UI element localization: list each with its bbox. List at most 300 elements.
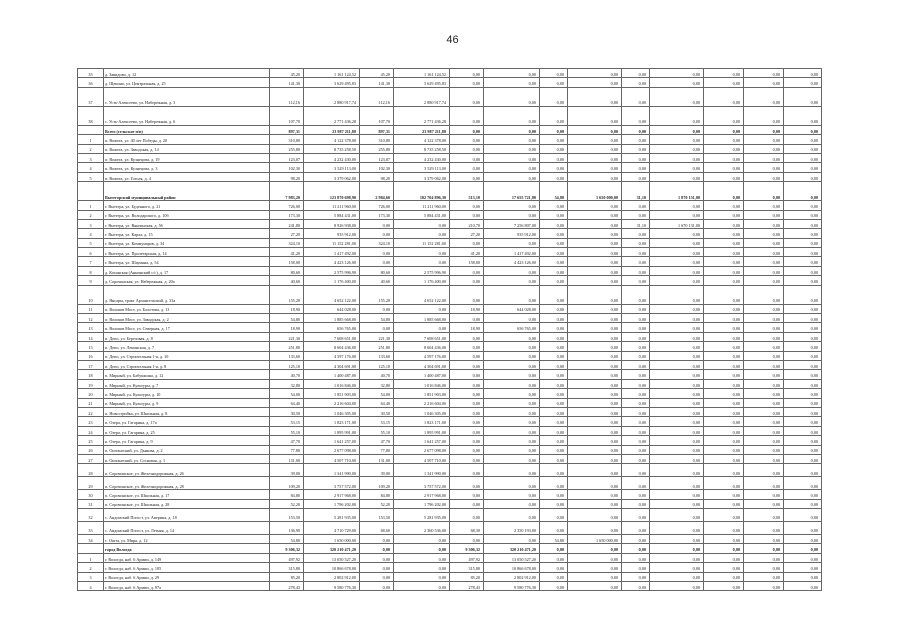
- table-row: [78, 210, 822, 219]
- value-cell: 123,07: [360, 153, 394, 162]
- value-cell: 0,00: [540, 276, 568, 285]
- table-row: [78, 106, 822, 125]
- value-cell: 3 379 062,00: [304, 172, 360, 181]
- value-cell: 0,00: [784, 314, 822, 323]
- value-cell: 0,00: [360, 582, 394, 591]
- value-cell: 131,00: [360, 454, 394, 463]
- value-cell: 0,00: [784, 544, 822, 553]
- value-cell: 0,00: [650, 417, 704, 426]
- row-number: 15: [78, 342, 104, 351]
- value-cell: 11 152 281,00: [394, 238, 450, 247]
- value-cell: 0,00: [450, 360, 484, 369]
- value-cell: 0,00: [704, 125, 744, 134]
- value-cell: 0,00: [650, 379, 704, 388]
- value-cell: 0,00: [450, 144, 484, 153]
- value-cell: 1 016 846,00: [394, 379, 450, 388]
- value-cell: 0,00: [540, 370, 568, 379]
- value-cell: 0,00: [650, 323, 704, 332]
- value-cell: 0,00: [450, 314, 484, 323]
- value-cell: 0,00: [450, 370, 484, 379]
- value-cell: 9 306,32: [450, 544, 484, 553]
- value-cell: 2 771 436,28: [394, 106, 450, 125]
- value-cell: 0,00: [484, 163, 540, 172]
- address-cell: п. Сорочинское, ул. Школьная, д. 28: [104, 499, 270, 508]
- value-cell: 18,90: [270, 304, 304, 313]
- value-cell: 656 765,00: [484, 323, 540, 332]
- address-cell: п. Вожега, ул. 40 лет Победы, д. 20: [104, 135, 270, 144]
- value-cell: 0,00: [622, 454, 650, 463]
- value-cell: 53,15: [360, 417, 394, 426]
- address-cell: город Вологда: [104, 544, 270, 553]
- value-cell: 1 895 991,00: [304, 426, 360, 435]
- value-cell: 255,80: [360, 144, 394, 153]
- value-cell: 0,00: [622, 238, 650, 247]
- value-cell: 0,00: [744, 351, 784, 360]
- value-cell: 1 400 487,00: [304, 370, 360, 379]
- address-cell: п. Вожега, ул. Заводская, д. 14: [104, 144, 270, 153]
- value-cell: 0,00: [784, 464, 822, 477]
- value-cell: 0,00: [622, 285, 650, 304]
- table-row: [78, 219, 822, 228]
- table-row: [78, 266, 822, 275]
- value-cell: 9 306,32: [270, 544, 304, 553]
- value-cell: 0,00: [704, 144, 744, 153]
- value-cell: 0,00: [484, 276, 540, 285]
- value-cell: 0,00: [704, 285, 744, 304]
- value-cell: 112,16: [270, 87, 304, 106]
- value-cell: 0,00: [484, 360, 540, 369]
- value-cell: 1 870 151,00: [650, 182, 704, 201]
- value-cell: 0,00: [784, 144, 822, 153]
- address-cell: г. Вытегра, ул. Володарского, д. 10б: [104, 210, 270, 219]
- table-row: [78, 553, 822, 562]
- value-cell: 8 735 258,50: [394, 144, 450, 153]
- value-cell: 0,00: [650, 201, 704, 210]
- value-cell: 0,00: [568, 351, 622, 360]
- value-cell: 320 210 471,20: [484, 544, 540, 553]
- row-number: 2: [78, 144, 104, 153]
- value-cell: 0,00: [568, 266, 622, 275]
- value-cell: 0,00: [784, 522, 822, 535]
- value-cell: 47,70: [360, 436, 394, 445]
- value-cell: 0,00: [540, 553, 568, 562]
- value-cell: 0,00: [484, 389, 540, 398]
- row-number: 36: [78, 78, 104, 87]
- value-cell: 0,00: [622, 144, 650, 153]
- value-cell: 55,10: [360, 426, 394, 435]
- value-cell: 221,30: [270, 332, 304, 341]
- value-cell: 0,00: [784, 210, 822, 219]
- address-cell: с. Усть-Алексеево, ул. Набережная, д. 3: [104, 87, 270, 106]
- value-cell: 0,00: [568, 522, 622, 535]
- value-cell: 27,20: [270, 229, 304, 238]
- value-cell: 0,00: [704, 522, 744, 535]
- value-cell: 0,00: [650, 582, 704, 591]
- value-cell: 0,00: [484, 332, 540, 341]
- value-cell: 155,20: [360, 285, 394, 304]
- value-cell: 0,00: [484, 490, 540, 499]
- row-number: 32: [78, 509, 104, 522]
- value-cell: 0,00: [650, 499, 704, 508]
- table-row: [78, 87, 822, 106]
- table-row: [78, 257, 822, 266]
- address-cell: п. Вожега, ул. Гоголя, д. 4: [104, 172, 270, 181]
- value-cell: 4 597 176,00: [394, 351, 450, 360]
- value-cell: 107,70: [360, 106, 394, 125]
- value-cell: 136,90: [270, 522, 304, 535]
- value-cell: 5 281 935,00: [394, 509, 450, 522]
- value-cell: 0,00: [622, 332, 650, 341]
- value-cell: 1 885 668,00: [394, 314, 450, 323]
- address-cell: п. Мирный, ул. Культуры, д. 9: [104, 398, 270, 407]
- value-cell: 0,00: [784, 285, 822, 304]
- value-cell: 0,00: [744, 135, 784, 144]
- value-cell: 0,00: [650, 398, 704, 407]
- value-cell: 0,00: [568, 379, 622, 388]
- address-cell: п. Депо, ул. Строительная 1-я, д. 10: [104, 351, 270, 360]
- value-cell: 0,00: [622, 69, 650, 78]
- value-cell: 0,00: [744, 314, 784, 323]
- value-cell: 9 580 776,30: [304, 582, 360, 591]
- value-cell: 0,00: [704, 360, 744, 369]
- value-cell: 0,00: [650, 342, 704, 351]
- value-cell: 0,00: [484, 201, 540, 210]
- value-cell: 0,00: [540, 426, 568, 435]
- value-cell: 102 704 896,30: [394, 182, 450, 201]
- value-cell: 0,00: [568, 257, 622, 266]
- table-row: [78, 172, 822, 181]
- value-cell: 2 880 917,74: [304, 87, 360, 106]
- value-cell: 0,00: [744, 417, 784, 426]
- table-row: [78, 544, 822, 553]
- value-cell: 1 161 124,52: [304, 69, 360, 78]
- table-row: [78, 582, 822, 591]
- value-cell: 0,00: [784, 351, 822, 360]
- value-cell: 0,00: [704, 78, 744, 87]
- value-cell: 0,00: [540, 153, 568, 162]
- value-cell: 2 677 098,00: [394, 445, 450, 454]
- address-cell: г. Вытегра, ул. Вянгинская, д. 56: [104, 219, 270, 228]
- address-cell: п. Мирный, ул. Культуры, д. 7: [104, 379, 270, 388]
- value-cell: 1 016 846,00: [304, 379, 360, 388]
- value-cell: 0,00: [704, 276, 744, 285]
- value-cell: 0,00: [622, 78, 650, 87]
- value-cell: 0,00: [744, 572, 784, 581]
- value-cell: 54,80: [540, 182, 568, 201]
- value-cell: 0,00: [568, 153, 622, 162]
- value-cell: 0,00: [622, 257, 650, 266]
- value-cell: 4 507 710,00: [304, 454, 360, 463]
- value-cell: 0,00: [650, 210, 704, 219]
- value-cell: 0,00: [568, 219, 622, 228]
- value-cell: 0,00: [568, 125, 622, 134]
- value-cell: 2 575 996,90: [304, 266, 360, 275]
- address-cell: п. Волоков Мост, ул. Заводская, д. 2: [104, 314, 270, 323]
- row-number: [78, 544, 104, 553]
- value-cell: 0,00: [744, 238, 784, 247]
- value-cell: 0,00: [744, 323, 784, 332]
- value-cell: 0,00: [568, 454, 622, 463]
- value-cell: 0,00: [484, 87, 540, 106]
- value-cell: 0,00: [568, 553, 622, 562]
- value-cell: 324,10: [270, 238, 304, 247]
- value-cell: 153,50: [270, 509, 304, 522]
- value-cell: 0,00: [450, 379, 484, 388]
- table-row: [78, 285, 822, 304]
- value-cell: 0,00: [744, 445, 784, 454]
- value-cell: 7 983,20: [270, 182, 304, 201]
- value-cell: 0,00: [484, 78, 540, 87]
- value-cell: 1 650 000,00: [568, 535, 622, 544]
- value-cell: 0,00: [622, 370, 650, 379]
- table-row: [78, 407, 822, 416]
- value-cell: 0,00: [540, 563, 568, 572]
- value-cell: 0,00: [450, 499, 484, 508]
- value-cell: 310,80: [360, 135, 394, 144]
- row-number: 19: [78, 379, 104, 388]
- value-cell: 251,80: [270, 342, 304, 351]
- value-cell: 0,00: [540, 106, 568, 125]
- value-cell: 0,00: [622, 314, 650, 323]
- value-cell: 221,30: [360, 332, 394, 341]
- value-cell: 0,00: [568, 332, 622, 341]
- value-cell: 0,00: [650, 285, 704, 304]
- address-cell: п. Депо, ул. Строительная 1-я, д. 8: [104, 360, 270, 369]
- value-cell: 0,00: [744, 544, 784, 553]
- value-cell: 4 423 126,00: [484, 257, 540, 266]
- value-cell: 0,00: [360, 572, 394, 581]
- value-cell: 0,00: [622, 426, 650, 435]
- value-cell: 0,00: [744, 125, 784, 134]
- value-cell: 0,00: [360, 229, 394, 238]
- value-cell: 0,00: [744, 219, 784, 228]
- value-cell: 0,00: [622, 509, 650, 522]
- value-cell: 0,00: [622, 522, 650, 535]
- value-cell: 0,00: [540, 389, 568, 398]
- value-cell: 0,00: [568, 342, 622, 351]
- value-cell: 0,00: [650, 553, 704, 562]
- value-cell: 0,00: [650, 426, 704, 435]
- value-cell: 0,00: [650, 314, 704, 323]
- address-cell: г. Вологда, наб. 6 Армии, д. 29: [104, 572, 270, 581]
- value-cell: 54,00: [270, 389, 304, 398]
- row-number: 11: [78, 304, 104, 313]
- value-cell: 0,00: [784, 229, 822, 238]
- value-cell: 210,70: [450, 219, 484, 228]
- row-number: 24: [78, 426, 104, 435]
- value-cell: 0,00: [568, 436, 622, 445]
- value-cell: 0,00: [744, 454, 784, 463]
- value-cell: 13 050 527,20: [484, 553, 540, 562]
- value-cell: 0,00: [484, 125, 540, 134]
- value-cell: 1 417 492,00: [484, 248, 540, 257]
- value-cell: 0,00: [568, 445, 622, 454]
- value-cell: 1 341 990,00: [304, 464, 360, 477]
- value-cell: 0,00: [540, 398, 568, 407]
- value-cell: 0,00: [650, 490, 704, 499]
- value-cell: 45,20: [270, 69, 304, 78]
- value-cell: 0,00: [744, 78, 784, 87]
- value-cell: 125,10: [270, 360, 304, 369]
- value-cell: 0,00: [484, 69, 540, 78]
- value-cell: 0,00: [704, 248, 744, 257]
- value-cell: 0,00: [704, 332, 744, 341]
- value-cell: 0,00: [744, 563, 784, 572]
- value-cell: 0,00: [450, 389, 484, 398]
- value-cell: 0,00: [704, 135, 744, 144]
- value-cell: 0,00: [650, 304, 704, 313]
- value-cell: 0,00: [704, 219, 744, 228]
- value-cell: 0,00: [568, 370, 622, 379]
- table-row: [78, 454, 822, 463]
- value-cell: 0,00: [622, 153, 650, 162]
- page-number: 46: [446, 34, 459, 46]
- value-cell: 0,00: [784, 238, 822, 247]
- value-cell: 0,00: [360, 563, 394, 572]
- value-cell: 0,00: [360, 535, 394, 544]
- registry-table: [77, 68, 822, 591]
- value-cell: 0,00: [622, 582, 650, 591]
- value-cell: 0,00: [622, 553, 650, 562]
- row-number: 35: [78, 69, 104, 78]
- value-cell: 109,20: [360, 477, 394, 490]
- value-cell: 0,00: [568, 509, 622, 522]
- value-cell: 0,00: [784, 417, 822, 426]
- address-cell: д. Завидово, д. 12: [104, 69, 270, 78]
- value-cell: 0,00: [394, 572, 450, 581]
- value-cell: 0,00: [568, 106, 622, 125]
- table-row: [78, 417, 822, 426]
- value-cell: 1 823 171,00: [304, 417, 360, 426]
- value-cell: 0,00: [568, 163, 622, 172]
- row-number: 2: [78, 210, 104, 219]
- value-cell: 0,00: [744, 266, 784, 275]
- value-cell: 0,00: [704, 342, 744, 351]
- row-number: 23: [78, 417, 104, 426]
- address-cell: п. Сорочинское, ул. Железнодорожная, д. 28: [104, 477, 270, 490]
- value-cell: 1 176 400,00: [394, 276, 450, 285]
- value-cell: 123,07: [270, 153, 304, 162]
- value-cell: 54,80: [360, 314, 394, 323]
- value-cell: 68,60: [360, 522, 394, 535]
- value-cell: 0,00: [704, 210, 744, 219]
- value-cell: 141,30: [270, 78, 304, 87]
- value-cell: 0,00: [540, 509, 568, 522]
- value-cell: 3 629 495,83: [304, 78, 360, 87]
- value-cell: 0,00: [784, 163, 822, 172]
- value-cell: 0,00: [568, 407, 622, 416]
- value-cell: 726,00: [270, 201, 304, 210]
- value-cell: 0,00: [744, 257, 784, 266]
- value-cell: 0,00: [784, 78, 822, 87]
- value-cell: 0,00: [784, 153, 822, 162]
- value-cell: 123 870 698,90: [304, 182, 360, 201]
- row-number: 33: [78, 522, 104, 535]
- value-cell: 0,00: [484, 238, 540, 247]
- value-cell: 0,00: [650, 163, 704, 172]
- value-cell: 0,00: [540, 314, 568, 323]
- value-cell: 0,00: [540, 323, 568, 332]
- value-cell: 4 304 691,00: [394, 360, 450, 369]
- value-cell: 0,00: [784, 323, 822, 332]
- value-cell: 0,00: [484, 172, 540, 181]
- value-cell: 0,00: [450, 464, 484, 477]
- value-cell: 0,00: [450, 398, 484, 407]
- value-cell: 0,00: [622, 229, 650, 238]
- address-cell: г. Вытегра, ул. Шаумяна, д. 54: [104, 257, 270, 266]
- value-cell: 0,00: [744, 342, 784, 351]
- value-cell: 0,00: [484, 436, 540, 445]
- row-number: 2: [78, 563, 104, 572]
- value-cell: 0,00: [540, 454, 568, 463]
- row-number: 16: [78, 351, 104, 360]
- value-cell: 0,00: [784, 407, 822, 416]
- row-number: 30: [78, 490, 104, 499]
- value-cell: 1 851 903,00: [394, 389, 450, 398]
- row-number: 21: [78, 398, 104, 407]
- value-cell: 0,00: [622, 276, 650, 285]
- value-cell: 0,00: [484, 499, 540, 508]
- value-cell: 0,00: [622, 436, 650, 445]
- value-cell: 173,30: [270, 210, 304, 219]
- value-cell: 84,80: [360, 490, 394, 499]
- value-cell: 52,20: [270, 499, 304, 508]
- row-number: [78, 125, 104, 134]
- address-cell: д. Щекино, ул. Центральная, д. 25: [104, 78, 270, 87]
- value-cell: 3 379 062,00: [394, 172, 450, 181]
- value-cell: 0,00: [568, 144, 622, 153]
- value-cell: 0,00: [622, 106, 650, 125]
- value-cell: 0,00: [650, 257, 704, 266]
- value-cell: 0,00: [744, 229, 784, 238]
- value-cell: 0,00: [744, 360, 784, 369]
- value-cell: 0,00: [484, 285, 540, 304]
- value-cell: 0,00: [784, 172, 822, 181]
- row-number: 38: [78, 106, 104, 125]
- value-cell: 0,00: [540, 219, 568, 228]
- value-cell: 0,00: [568, 69, 622, 78]
- value-cell: 0,00: [568, 78, 622, 87]
- table-row: [78, 477, 822, 490]
- value-cell: 0,00: [650, 535, 704, 544]
- value-cell: 0,00: [744, 582, 784, 591]
- value-cell: 18,90: [450, 304, 484, 313]
- value-cell: 0,00: [650, 248, 704, 257]
- row-number: 1: [78, 553, 104, 562]
- value-cell: 0,00: [704, 535, 744, 544]
- row-number: 14: [78, 332, 104, 341]
- value-cell: 0,00: [622, 499, 650, 508]
- value-cell: 1 895 991,00: [394, 426, 450, 435]
- value-cell: 9 580 776,30: [484, 582, 540, 591]
- value-cell: 1 796 202,00: [304, 499, 360, 508]
- value-cell: 0,00: [744, 389, 784, 398]
- value-cell: 0,00: [484, 407, 540, 416]
- row-number: 28: [78, 464, 104, 477]
- value-cell: 0,00: [622, 477, 650, 490]
- value-cell: 0,00: [394, 553, 450, 562]
- value-cell: 0,00: [622, 248, 650, 257]
- value-cell: 0,00: [704, 509, 744, 522]
- value-cell: 0,00: [394, 582, 450, 591]
- value-cell: 0,00: [450, 436, 484, 445]
- address-cell: д. Сорочинская, ул. Набережная, д. 20а: [104, 276, 270, 285]
- value-cell: 77,80: [270, 445, 304, 454]
- value-cell: 0,00: [568, 490, 622, 499]
- value-cell: 0,00: [568, 563, 622, 572]
- value-cell: 5 281 935,00: [304, 509, 360, 522]
- value-cell: 23 987 211,80: [304, 125, 360, 134]
